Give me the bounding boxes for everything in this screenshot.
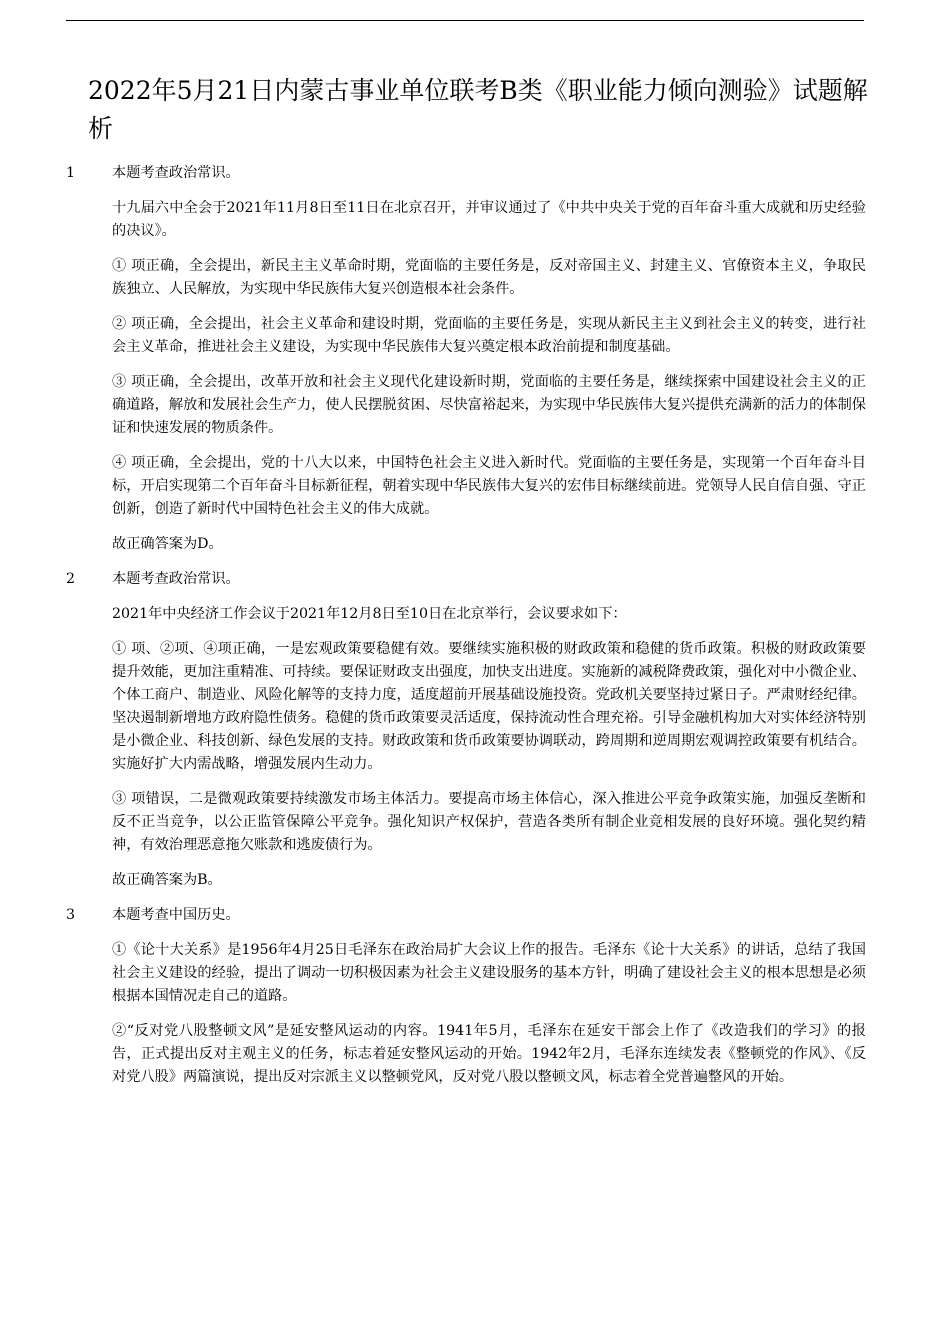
explanation-paragraph: ② 项正确，全会提出，社会主义革命和建设时期，党面临的主要任务是，实现从新民主主义到社会主义的转变，进行社会主义革命，推进社会主义建设，为实现中华民族伟大复兴奠定根本政治前提和制度基础。 xyxy=(112,316,866,355)
explanation-paragraph: 2021年中央经济工作会议于2021年12月8日至10日在北京举行，会议要求如下： xyxy=(112,606,627,622)
question-block xyxy=(66,904,866,1089)
question-number: 2 xyxy=(66,571,76,587)
explanation-paragraph: ③ 项正确，全会提出，改革开放和社会主义现代化建设新时期，党面临的主要任务是，继续探索中国建设社会主义的正确道路，解放和发展社会生产力，使人民摆脱贫困、尽快富裕起来，为实现中华民族伟大复兴提供充满新的活力的体制保证和快速发展的物质条件。 xyxy=(112,374,866,436)
header-rule xyxy=(66,20,864,21)
question-number: 3 xyxy=(66,907,76,923)
question-topic: 本题考查政治常识。 xyxy=(112,165,240,181)
explanation-paragraph: ③ 项错误，二是微观政策要持续激发市场主体活力。要提高市场主体信心，深入推进公平竞争政策实施，加强反垄断和反不正当竞争，以公正监管保障公平竞争。强化知识产权保护，营造各类所有制企业竞相发展的良好环境。强化契约精神，有效治理恶意拖欠账款和逃废债行为。 xyxy=(112,791,866,853)
question-block xyxy=(66,568,866,892)
question-topic: 本题考查中国历史。 xyxy=(112,907,240,923)
question-topic: 本题考查政治常识。 xyxy=(112,571,240,587)
explanation-paragraph: 故正确答案为B。 xyxy=(112,872,222,888)
question-header xyxy=(66,568,866,591)
explanation-paragraph: ④ 项正确，全会提出，党的十八大以来，中国特色社会主义进入新时代。党面临的主要任务是，实现第一个百年奋斗目标，开启实现第二个百年奋斗目标新征程，朝着实现中华民族伟大复兴的宏伟目标继续前进。党领导人民自信自强、守正创新，创造了新时代中国特色社会主义的伟大成就。 xyxy=(112,455,866,517)
question-block xyxy=(66,162,866,556)
explanation-paragraph: ① 项正确，全会提出，新民主主义革命时期，党面临的主要任务是，反对帝国主义、封建主义、官僚资本主义，争取民族独立、人民解放，为实现中华民族伟大复兴创造根本社会条件。 xyxy=(112,258,866,297)
explanation-paragraph: 十九届六中全会于2021年11月8日至11日在北京召开，并审议通过了《中共中央关于党的百年奋斗重大成就和历史经验的决议》。 xyxy=(112,200,866,239)
document-body xyxy=(66,162,866,1101)
question-header xyxy=(66,162,866,185)
document-title: 2022年5月21日内蒙古事业单位联考B类《职业能力倾向测验》试题解析 xyxy=(88,76,868,143)
question-number: 1 xyxy=(66,165,76,181)
question-header xyxy=(66,904,866,927)
explanation-paragraph: 故正确答案为D。 xyxy=(112,536,223,552)
explanation-paragraph: ① 项、②项、④项正确，一是宏观政策要稳健有效。要继续实施积极的财政政策和稳健的货币政策。积极的财政政策要提升效能，更加注重精准、可持续。要保证财政支出强度，加快支出进度。实施新的减税降费政策，强化对中小微企业、个体工商户、制造业、风险化解等的支持力度，适度超前开展基础设施投资。党政机关要坚持过紧日子。严肃财经纪律。坚决遏制新增地方政府隐性债务。稳健的货币政策要灵活适度，保持流动性合理充裕。引导金融机构加大对实体经济特别是小微企业、科技创新、绿色发展的支持。财政政策和货币政策要协调联动，跨周期和逆周期宏观调控政策要有机结合。实施好扩大内需战略，增强发展内生动力。 xyxy=(112,641,866,772)
explanation-paragraph: ②“反对党八股整顿文风”是延安整风运动的内容。1941年5月，毛泽东在延安干部会上作了《改造我们的学习》的报告，正式提出反对主观主义的任务，标志着延安整风运动的开始。1942年2月，毛泽东连续发表《整顿党的作风》、《反对党八股》两篇演说，提出反对宗派主义以整顿党风，反对党八股以整顿文风，标志着全党普遍整风的开始。 xyxy=(112,1023,866,1085)
explanation-paragraph: ①《论十大关系》是1956年4月25日毛泽东在政治局扩大会议上作的报告。毛泽东《论十大关系》的讲话，总结了我国社会主义建设的经验，提出了调动一切积极因素为社会主义建设服务的基本方针，明确了建设社会主义的根本思想是必须根据本国情况走自己的道路。 xyxy=(112,942,866,1004)
